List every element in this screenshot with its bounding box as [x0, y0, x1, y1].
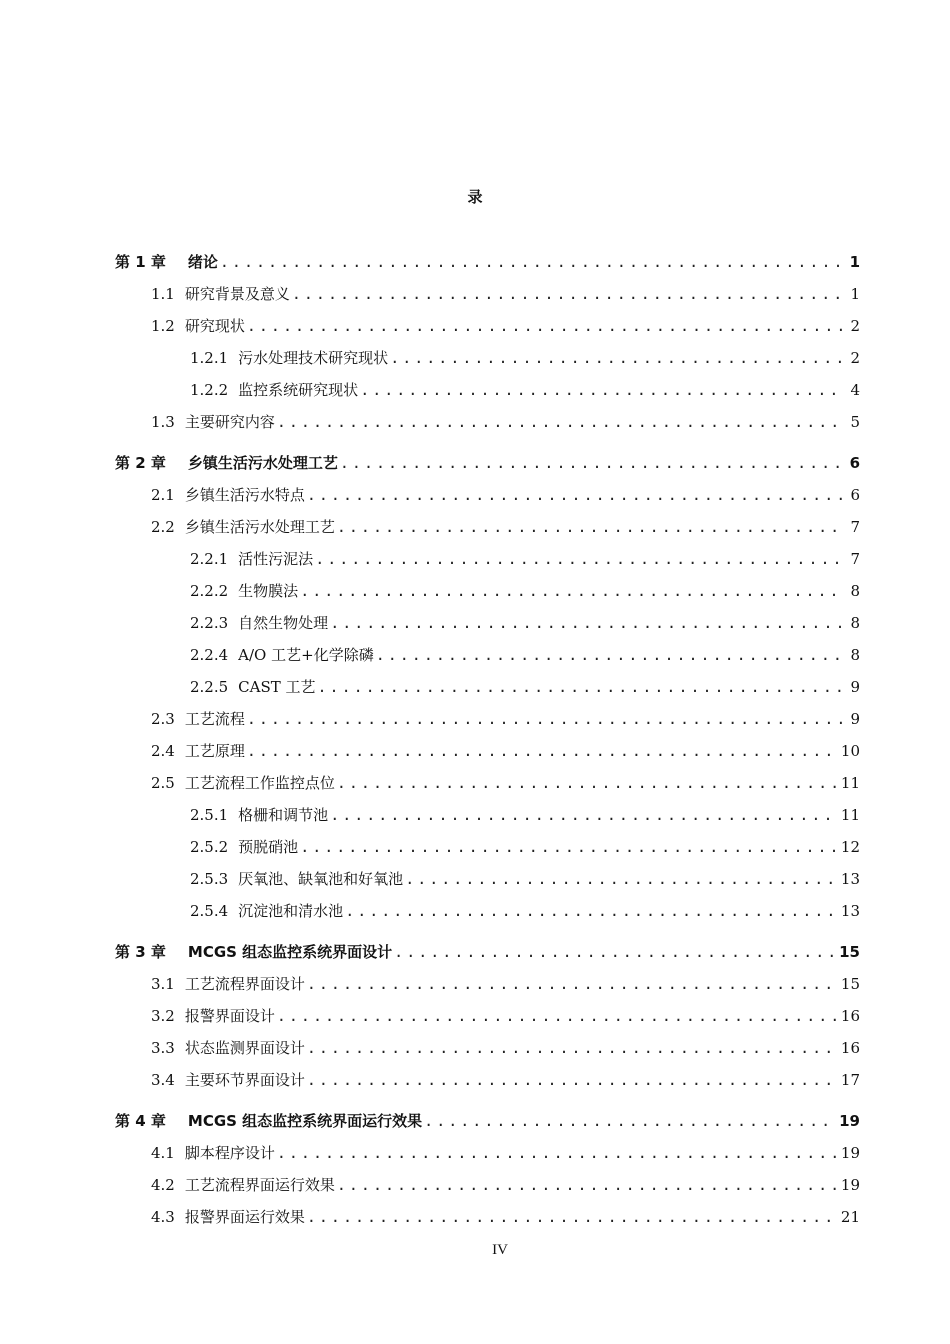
toc-entry-number: 1.1 — [151, 285, 175, 303]
toc-entry-number: 2.5.2 — [190, 838, 229, 856]
toc-entry-title: 状态监测界面设计 — [184, 1039, 305, 1057]
toc-entry-title: A/O 工艺+化学除磷 — [238, 646, 374, 664]
toc-dot-leader — [337, 767, 837, 799]
toc-entry-page: 10 — [840, 742, 860, 760]
toc-dot-leader — [330, 607, 844, 639]
toc-entry-number: 4.3 — [151, 1208, 175, 1226]
toc-entry-page: 13 — [840, 870, 860, 888]
toc-dot-leader — [345, 895, 837, 927]
toc-entry-page: 1 — [849, 253, 860, 271]
toc-entry-title: 工艺原理 — [184, 742, 245, 760]
toc-entry-number: 2.2.2 — [190, 582, 229, 600]
toc-entry-number: 2.3 — [151, 710, 175, 728]
toc-entry-title: 报警界面设计 — [184, 1007, 275, 1025]
toc-entry-title: 主要环节界面设计 — [184, 1071, 305, 1089]
toc-section-entry[interactable] — [115, 511, 860, 543]
toc-section-entry[interactable] — [115, 1064, 860, 1096]
toc-entry-page: 15 — [839, 943, 860, 961]
toc-entry-number: 2.2.5 — [190, 678, 229, 696]
toc-entry-number: 第 3 章 — [115, 943, 166, 961]
toc-entry-title: 工艺流程 — [184, 710, 245, 728]
toc-chapter-entry[interactable] — [115, 447, 860, 479]
toc-section-entry[interactable] — [115, 406, 860, 438]
toc-dot-leader — [340, 447, 844, 479]
toc-entry-page: 8 — [850, 614, 860, 632]
toc-section-entry[interactable] — [115, 479, 860, 511]
toc-section-entry[interactable] — [115, 278, 860, 310]
toc-entry-number: 第 4 章 — [115, 1112, 166, 1130]
toc-entry-title: 乡镇生活污水处理工艺 — [187, 454, 338, 472]
toc-entry-title: 脚本程序设计 — [184, 1144, 275, 1162]
toc-entry-title: 研究背景及意义 — [184, 285, 290, 303]
toc-entry-page: 13 — [840, 902, 860, 920]
toc-entry-title: 报警界面运行效果 — [184, 1208, 305, 1226]
toc-entry-title: 工艺流程工作监控点位 — [184, 774, 335, 792]
toc-entry-title: 主要研究内容 — [184, 413, 275, 431]
toc-section-entry[interactable] — [115, 543, 860, 575]
toc-entry-page: 9 — [850, 710, 860, 728]
toc-section-entry[interactable] — [115, 1169, 860, 1201]
toc-section-entry[interactable] — [115, 342, 860, 374]
toc-section-entry[interactable] — [115, 968, 860, 1000]
toc-chapter-entry[interactable] — [115, 1105, 860, 1137]
toc-title: 录 — [467, 188, 483, 206]
toc-dot-leader — [277, 1137, 837, 1169]
toc-entry-page: 19 — [840, 1144, 860, 1162]
toc-entry-title: 生物膜法 — [238, 582, 299, 600]
toc-entry-page: 16 — [840, 1007, 860, 1025]
toc-entry-title: 乡镇生活污水特点 — [184, 486, 305, 504]
toc-dot-leader — [247, 310, 844, 342]
toc-section-entry[interactable] — [115, 1137, 860, 1169]
toc-section-entry[interactable] — [115, 1201, 860, 1233]
toc-section-entry[interactable] — [115, 735, 860, 767]
toc-entry-page: 21 — [840, 1208, 860, 1226]
toc-section-entry[interactable] — [115, 575, 860, 607]
toc-section-entry[interactable] — [115, 310, 860, 342]
toc-section-entry[interactable] — [115, 799, 860, 831]
toc-entry-title: MCGS 组态监控系统界面运行效果 — [187, 1112, 423, 1130]
toc-chapter-entry[interactable] — [115, 246, 860, 278]
toc-entry-page: 9 — [850, 678, 860, 696]
toc-entry-number: 4.2 — [151, 1176, 175, 1194]
toc-entry-number: 2.2 — [151, 518, 175, 536]
toc-entry-number: 2.2.3 — [190, 614, 229, 632]
toc-entry-number: 1.2.1 — [190, 349, 229, 367]
toc-dot-leader — [307, 1032, 837, 1064]
toc-entry-page: 19 — [840, 1176, 860, 1194]
toc-entry-number: 2.5.3 — [190, 870, 229, 888]
table-of-contents — [115, 246, 860, 1233]
toc-dot-leader — [300, 831, 837, 863]
toc-entry-page: 8 — [850, 646, 860, 664]
toc-dot-leader — [424, 1105, 835, 1137]
toc-entry-number: 1.2 — [151, 317, 175, 335]
toc-section-entry[interactable] — [115, 374, 860, 406]
page-number-footer: IV — [492, 1242, 508, 1258]
toc-dot-leader — [360, 374, 844, 406]
toc-dot-leader — [315, 543, 844, 575]
toc-entry-title: 乡镇生活污水处理工艺 — [184, 518, 335, 536]
toc-entry-page: 6 — [849, 454, 860, 472]
toc-dot-leader — [390, 342, 844, 374]
toc-entry-number: 3.2 — [151, 1007, 175, 1025]
toc-section-entry[interactable] — [115, 1000, 860, 1032]
toc-dot-leader — [247, 703, 844, 735]
toc-entry-page: 16 — [840, 1039, 860, 1057]
toc-entry-number: 3.1 — [151, 975, 175, 993]
toc-entry-page: 1 — [850, 285, 860, 303]
toc-entry-number: 3.3 — [151, 1039, 175, 1057]
toc-chapter-entry[interactable] — [115, 936, 860, 968]
toc-entry-page: 11 — [840, 806, 860, 824]
toc-entry-number: 4.1 — [151, 1144, 175, 1162]
toc-entry-title: 工艺流程界面设计 — [184, 975, 305, 993]
toc-dot-leader — [394, 936, 835, 968]
toc-dot-leader — [337, 1169, 837, 1201]
toc-entry-title: 绪论 — [187, 253, 218, 271]
toc-entry-number: 2.5 — [151, 774, 175, 792]
toc-dot-leader — [277, 1000, 837, 1032]
toc-dot-leader — [318, 671, 844, 703]
toc-entry-number: 1.2.2 — [190, 381, 229, 399]
toc-section-entry[interactable] — [115, 639, 860, 671]
toc-entry-title: 格栅和调节池 — [238, 806, 329, 824]
toc-entry-page: 7 — [850, 518, 860, 536]
toc-dot-leader — [292, 278, 844, 310]
toc-entry-title: MCGS 组态监控系统界面设计 — [187, 943, 393, 961]
toc-entry-page: 6 — [850, 486, 860, 504]
toc-dot-leader — [337, 511, 844, 543]
toc-entry-page: 8 — [850, 582, 860, 600]
toc-entry-number: 2.5.1 — [190, 806, 229, 824]
toc-entry-title: 沉淀池和清水池 — [238, 902, 344, 920]
toc-dot-leader — [376, 639, 844, 671]
toc-entry-title: 研究现状 — [184, 317, 245, 335]
toc-entry-title: 自然生物处理 — [238, 614, 329, 632]
toc-entry-page: 12 — [840, 838, 860, 856]
toc-dot-leader — [277, 406, 844, 438]
toc-entry-title: 污水处理技术研究现状 — [238, 349, 389, 367]
toc-entry-page: 17 — [840, 1071, 860, 1089]
toc-section-entry[interactable] — [115, 767, 860, 799]
toc-section-entry[interactable] — [115, 671, 860, 703]
toc-entry-number: 1.3 — [151, 413, 175, 431]
toc-entry-number: 第 2 章 — [115, 454, 166, 472]
toc-entry-title: 工艺流程界面运行效果 — [184, 1176, 335, 1194]
toc-dot-leader — [220, 246, 844, 278]
toc-dot-leader — [307, 1064, 837, 1096]
toc-entry-number: 2.4 — [151, 742, 175, 760]
toc-entry-page: 2 — [850, 349, 860, 367]
toc-entry-page: 7 — [850, 550, 860, 568]
toc-section-entry[interactable] — [115, 703, 860, 735]
toc-entry-title: 厌氧池、缺氧池和好氧池 — [238, 870, 404, 888]
toc-entry-number: 2.2.1 — [190, 550, 229, 568]
toc-entry-number: 2.2.4 — [190, 646, 229, 664]
toc-dot-leader — [307, 1201, 837, 1233]
toc-dot-leader — [405, 863, 837, 895]
toc-entry-title: 监控系统研究现状 — [238, 381, 359, 399]
toc-section-entry[interactable] — [115, 831, 860, 863]
toc-entry-number: 2.1 — [151, 486, 175, 504]
toc-section-entry[interactable] — [115, 607, 860, 639]
toc-entry-page: 11 — [840, 774, 860, 792]
toc-section-entry[interactable] — [115, 1032, 860, 1064]
toc-entry-page: 4 — [850, 381, 860, 399]
toc-entry-number: 2.5.4 — [190, 902, 229, 920]
toc-entry-page: 19 — [839, 1112, 860, 1130]
toc-dot-leader — [300, 575, 844, 607]
toc-entry-title: 活性污泥法 — [238, 550, 314, 568]
toc-entry-number: 第 1 章 — [115, 253, 166, 271]
toc-entry-page: 5 — [850, 413, 860, 431]
toc-dot-leader — [247, 735, 837, 767]
toc-entry-page: 15 — [840, 975, 860, 993]
toc-dot-leader — [307, 479, 844, 511]
toc-entry-title: CAST 工艺 — [238, 678, 316, 696]
toc-entry-number: 3.4 — [151, 1071, 175, 1089]
toc-dot-leader — [330, 799, 837, 831]
toc-dot-leader — [307, 968, 837, 1000]
toc-entry-page: 2 — [850, 317, 860, 335]
toc-section-entry[interactable] — [115, 895, 860, 927]
toc-section-entry[interactable] — [115, 863, 860, 895]
toc-entry-title: 预脱硝池 — [238, 838, 299, 856]
